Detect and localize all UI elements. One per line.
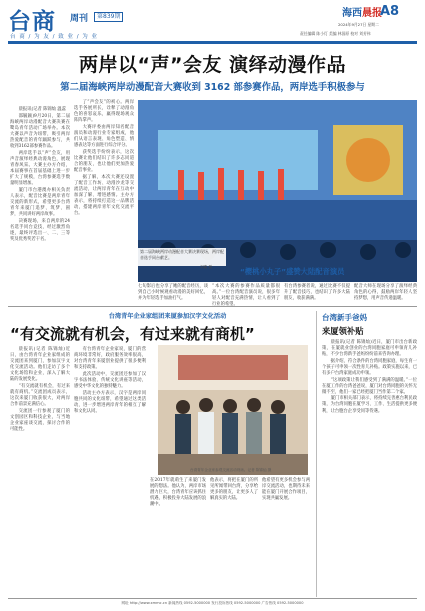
brand-logo [342,4,382,19]
paragraph: 决赛现场，来自两岸的24名选手同台竞技，经过激烈角逐，最终评选出一、二、三等奖及优秀奖若干名。 [10,218,70,242]
story2-column-4: 他表示，将把在厦门的所见所闻带回台湾，分享给更多的朋友，让更多人了解真实的大陆。 [210,478,258,502]
story2-kicker: 台湾青年企业家组团来厦参加汉字文化活动 [108,313,227,320]
lead-column-1 [10,107,70,301]
date-line: 2024年9月27日 星期二 [338,22,379,27]
paragraph: 邵毓颖)9月20日，第二届海峡两岸动漫配音大赛决赛在鹭岛青年活动广场举办。本次大赛以声音为纽带，吸引两岸热爱配音的青年踊跃参与，共收到3162部参赛作品。 [10,113,70,150]
masthead-slogan: 台 商 / 为 友 / 致 业 / 为 业 [10,34,99,40]
lead-row-col-4: 配音大师在现场分享了演绎经典角色的心得，鼓励两岸年轻人坚持梦想，用声音传递温暖。 [354,284,417,302]
paragraph: 交流团一行参观了厦门的文创园区和科技企业，与当地企业家座谈交流，探讨合作的可能性。 [10,408,70,433]
paragraph: “有交流就有机会，有过来就有商机。”交流团成员表示，这次来厦门收获很大，对两岸合作前景充满信心。 [10,384,70,408]
story2-column-1 [10,347,70,595]
paragraph: 大赛评委由两岸知名配音演员和动漫行业专家组成，他们从语言表现、角色塑造、情感表达等方面进行综合评分。 [74,124,134,149]
paragraph: “这项政策让我们感受到了满满的温暖。”一位在厦工作的台湾爸爸说，厦门对台湾同胞的关怀无微不至，他们一家已经把厦门当作第二个家。 [322,377,417,395]
masthead-title: 台商 [8,9,56,35]
photo-caption: 第二届海峡两岸动漫配音大赛决赛现场，两岸配音选手同台献艺。 [138,248,226,266]
paragraph: 晨报讯(记者 陈锦灿)近日，厦门市出台新政策，在厦就业创业的台湾同胞家庭可申领育儿补贴，不少台湾新手爸妈纷纷前来咨询办理。 [322,340,417,358]
page-number: A8 [380,4,400,19]
group-scene [158,345,308,475]
paragraph: 厦门市相关部门表示，将持续完善惠台利民政策，为台湾同胞在厦学习、工作、生活提供更多便利，让台胞台企享受同等待遇。 [322,396,417,414]
paragraph: 有台湾青年企业家说，厦门的营商环境非常好，政府服务效率很高，对台湾青年来厦创业提供了很多便利和支持政策。 [74,347,146,371]
paragraph: 获奖选手纷纷表示，这次比赛让他们结识了许多志同道合的朋友，也让他们更加热爱配音事业。 [74,149,134,174]
lead-subhead: 第二届海峡两岸动漫配音大赛收到 3162 部参赛作品，两岸选手积极参与 [60,82,365,93]
paragraph: 此次活动中，交流团还参加了汉字书法体验、传统文化讲座等活动，感受中华文化的独特魅力。 [74,371,146,390]
masthead-rule [8,41,417,44]
paragraph: 据介绍，符合条件的台湾同胞家庭，每生育一个孩子可申领一次性育儿补贴。政策实施以来，已有多户台湾家庭成功申领。 [322,358,417,376]
brand-logo-a: 海西 [342,8,362,19]
column-divider [316,311,317,597]
lead-row-col-3: 有台湾参赛者说，通过比赛不仅提升了配音技巧，也结识了许多大陆朋友，收获满满。 [284,284,350,302]
lead-headline: 两岸以“声”会友 演绎动漫作品 [78,54,347,76]
sidebar-kicker: 台湾新手爸妈 [322,313,367,322]
section-divider [8,306,417,307]
paragraph: 两岸选手以“声”会友，用声音演绎经典动漫角色，展现青春风采。大赛主办方介绍，本届赛事在首届基础上进一步扩大了规模，台湾参赛选手数量明显增加。 [10,150,70,187]
quote-banner: “樱桃小丸子”盛赞大陆配音演员 [240,267,345,276]
masthead-weekly: 周刊 [70,14,89,24]
issue-number: 第839期 [94,12,123,22]
brand-logo-b: 晨报 [362,8,382,19]
lead-byline: 晨报讯(记者 陈锦灿 温蕊 [18,107,66,112]
story2-column-2 [74,347,146,595]
paragraph: 厦门市台港澳办相关负责人表示，配音比赛是两岸青年交流的新形式，希望更多台湾青年来厦门追梦、筑梦、圆梦，共同讲好两岸故事。 [10,187,70,218]
lead-row-col-1: 七旬影后也分享了她的配音经历，谈到自己小时候观看动漫的美好回忆，并为年轻选手加油打气。 [138,284,208,302]
story2-headline: “有交流就有机会，有过来就有商机” [10,325,255,343]
sidebar-headline: 来厦领补贴 [322,326,364,336]
story2-photo [158,345,308,475]
paragraph: 了“声会友”的初心。两岸选手各展所长，诠释了动漫角色的喜怒哀乐，赢得现场观众阵阵掌声。 [74,100,134,124]
story2-column-5: 他希望有更多机会参与两岸交流活动，也期待未来能在厦门开展合作项目，实现共赢发展。 [262,478,310,502]
paragraph: 晨报讯(记者 陈锦灿)近日，由台湾青年企业家组成的交流团来到厦门，参加汉字文化交流活动。他们走访了多个文化场馆和企业，深入了解大陆的发展变化。 [10,347,70,383]
footer-rule [8,598,417,599]
paragraph: 活动主办方表示，汉字是两岸同胞共同的文化纽带，希望通过这类活动，进一步增进两岸青年的相互了解和文化认同。 [74,390,146,414]
paragraph: 据了解，本次大赛还设置了配音工作坊、动漫沙龙等交流活动，让两岸青年在互动中加深了解、增进感情。主办方表示，将持续打造这一品牌活动，搭建两岸青年文化交流平台。 [74,174,134,217]
footer: 网址 http://www.xmmc.cn 新闻热线 0592-5000000 发行投诉热线 0592-5000000 广告热线 0592-5000000 [121,601,304,605]
story2-column-3: 在2017年就萌生了来厦门发展的想法。他认为，两岸市场潜力巨大，台湾青年应该抓住机遇，积极投身大陆发展的浪潮中。 [150,478,206,508]
lead-column-2 [74,100,134,301]
editor-line: 责任编辑 陈小灯 美编 林国原 校对 刘芳伟 [300,31,371,36]
lead-row-col-2: “本次大赛的参赛作品质量都很高。”一位台湾配音演员说，很多年轻人对配音充满热情，让人看到了行业的希望。 [212,284,280,308]
sidebar-column [322,340,417,596]
story2-photo-credit: 台湾青年企业家参观交流活动现场。记者 陈锦灿 摄 [190,468,272,472]
photo-credit: 刘鑫 摄 [200,265,212,269]
